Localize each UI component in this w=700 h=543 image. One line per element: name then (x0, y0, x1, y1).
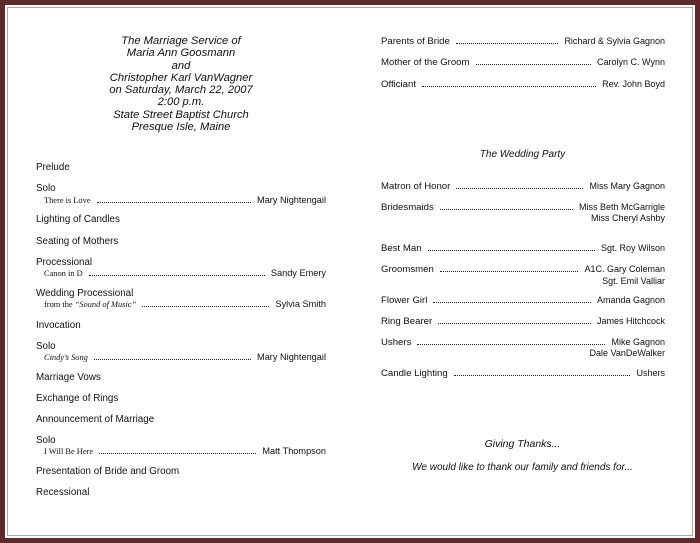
solo-1-piece: There is Love (44, 196, 91, 205)
ring-bearer-name: James Hitchcock (596, 316, 665, 326)
best-man-role: Best Man (381, 243, 422, 254)
solo-3-piece: I Will Be Here (44, 447, 94, 456)
giving-thanks-heading: Giving Thanks... (484, 438, 561, 450)
prelude: Prelude (36, 162, 70, 173)
solo-2-detail (36, 352, 326, 362)
mother-of-groom-row (381, 57, 665, 68)
flower-girl-row (381, 295, 665, 306)
usher-1-name: Mike Gagnon (611, 337, 665, 347)
flower-girl-role: Flower Girl (381, 295, 428, 306)
parents-of-bride-name: Richard & Sylvia Gagnon (564, 36, 665, 46)
dot-leader (89, 269, 265, 276)
dot-leader (417, 338, 605, 345)
dot-leader (476, 58, 592, 65)
groomsmen-row (381, 264, 665, 275)
best-man-row (381, 243, 665, 254)
bridesmaid-2-name: Miss Cheryl Ashby (590, 213, 665, 223)
mother-of-groom-role: Mother of the Groom (381, 57, 470, 68)
solo-2-label: Solo (36, 341, 56, 352)
ushers-role: Ushers (381, 337, 412, 348)
service-time: 2:00 p.m. (157, 96, 205, 109)
best-man-name: Sgt. Roy Wilson (600, 243, 665, 253)
usher-2-name: Dale VanDeWalker (589, 348, 665, 358)
ring-bearer-row (381, 316, 665, 327)
groomsman-1-name: A1C. Gary Coleman (584, 264, 665, 274)
service-title-block (22, 35, 340, 133)
wedding-party-title: The Wedding Party (479, 149, 566, 160)
parents-of-bride-row (381, 36, 665, 47)
ring-bearer-role: Ring Bearer (381, 316, 433, 327)
dot-leader (94, 353, 251, 360)
bridesmaid-1-name: Miss Beth McGarrigle (578, 202, 665, 212)
processional-piece: Canon in D (44, 269, 83, 278)
dot-leader (99, 447, 256, 454)
seating-of-mothers: Seating of Mothers (36, 236, 119, 247)
dot-leader (440, 265, 579, 272)
groom-name: Christopher Karl VanWagner (109, 71, 253, 84)
wedding-processional-detail (36, 299, 326, 309)
title-line-1: The Marriage Service of (121, 35, 241, 47)
groomsmen-role: Groomsmen (381, 264, 434, 275)
dot-leader (454, 369, 631, 376)
exchange-of-rings: Exchange of Rings (36, 393, 119, 404)
officiant-name: Rev. John Boyd (602, 79, 665, 89)
matron-of-honor-row (381, 181, 665, 192)
solo-1-performer: Mary Nightengail (257, 195, 326, 205)
groomsman-2-name: Sgt. Emil Valliar (602, 276, 665, 286)
program-right-page (375, 0, 670, 543)
dot-leader (422, 80, 596, 87)
title-and: and (171, 59, 191, 72)
wedding-processional-label: Wedding Processional (36, 288, 134, 299)
program-left-page (22, 0, 340, 543)
dot-leader (456, 182, 583, 189)
solo-3-label: Solo (36, 435, 56, 446)
presentation-of-bride-and-groom: Presentation of Bride and Groom (36, 466, 180, 477)
lighting-of-candles: Lighting of Candles (36, 214, 120, 225)
processional-label: Processional (36, 257, 93, 268)
solo-3-detail (36, 446, 326, 456)
candle-lighting-role: Candle Lighting (381, 368, 448, 379)
church-name: State Street Baptist Church (113, 108, 249, 121)
solo-1-label: Solo (36, 183, 56, 194)
matron-of-honor-role: Matron of Honor (381, 181, 451, 192)
bride-name: Maria Ann Goosmann (126, 47, 236, 60)
officiant-row (381, 79, 665, 90)
bridesmaids-role: Bridesmaids (381, 202, 434, 213)
church-location: Presque Isle, Maine (131, 121, 231, 134)
announcement-of-marriage: Announcement of Marriage (36, 414, 155, 425)
ushers-row (381, 337, 665, 348)
marriage-vows: Marriage Vows (36, 372, 101, 383)
processional-detail (36, 268, 326, 278)
bridesmaids-row (381, 202, 665, 213)
parents-of-bride-role: Parents of Bride (381, 36, 450, 47)
flower-girl-name: Amanda Gagnon (596, 295, 665, 305)
dot-leader (142, 300, 269, 307)
dot-leader (456, 37, 559, 44)
candle-lighting-name: Ushers (636, 368, 665, 378)
wedding-processional-piece (36, 300, 136, 309)
officiant-role: Officiant (381, 79, 417, 90)
giving-thanks-text: We would like to thank our family and friends for... (412, 462, 633, 473)
wedding-processional-prefix: from the (44, 300, 73, 309)
dot-leader (440, 203, 573, 210)
solo-3-performer: Matt Thompson (262, 446, 326, 456)
dot-leader (428, 244, 595, 251)
recessional: Recessional (36, 487, 90, 498)
solo-2-piece-wrap (36, 353, 88, 362)
dot-leader (433, 296, 591, 303)
solo-2-performer: Mary Nightengail (257, 352, 326, 362)
service-date: on Saturday, March 22, 2007 (109, 84, 253, 97)
solo-1-detail (36, 195, 326, 205)
invocation: Invocation (36, 320, 81, 331)
matron-of-honor-name: Miss Mary Gagnon (589, 181, 665, 191)
wedding-processional-performer: Sylvia Smith (275, 299, 326, 309)
solo-2-piece: Cindy’s Song (44, 353, 88, 362)
wedding-processional-title: “Sound of Music” (74, 300, 137, 309)
dot-leader (438, 317, 591, 324)
processional-performer: Sandy Emery (270, 268, 326, 278)
candle-lighting-row (381, 368, 665, 379)
mother-of-groom-name: Carolyn C. Wynn (597, 57, 665, 67)
dot-leader (97, 196, 252, 203)
